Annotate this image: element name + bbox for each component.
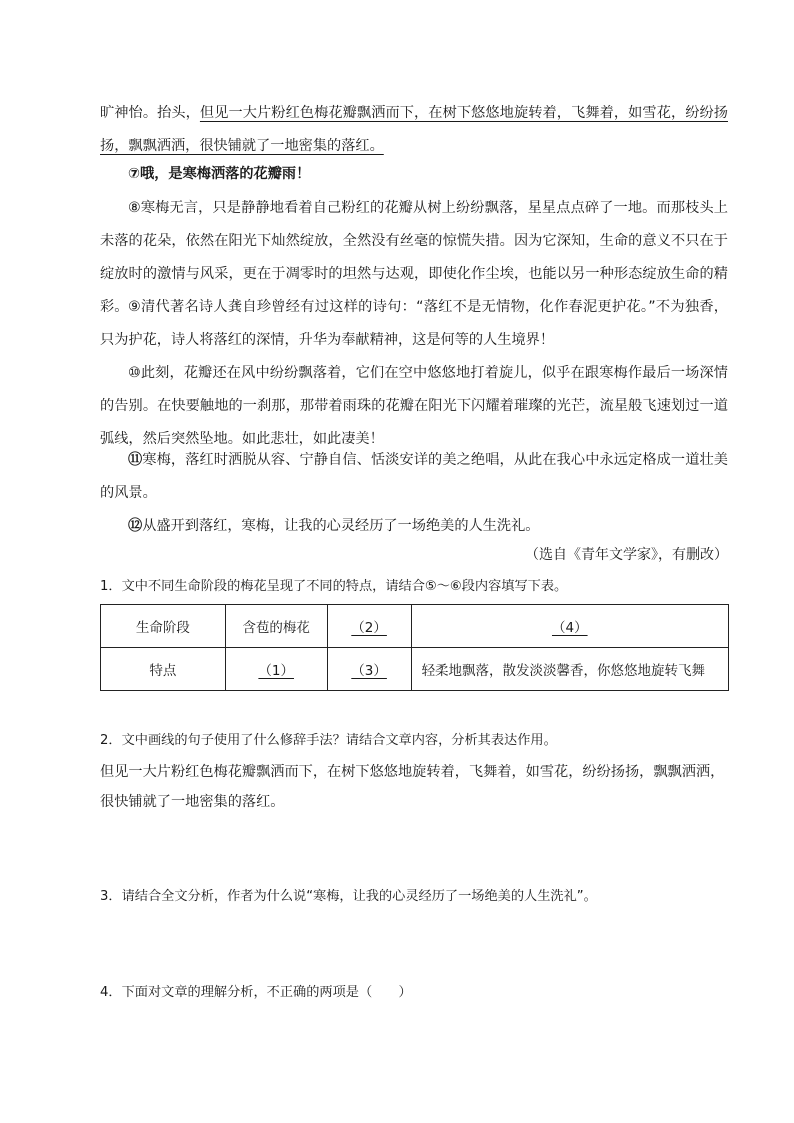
paragraph-6-end xyxy=(100,97,728,163)
table-blank-cell[interactable] xyxy=(411,605,728,648)
life-stage-table xyxy=(100,604,729,691)
table-header-cell: 生命阶段 xyxy=(101,605,226,648)
blank-3: （3） xyxy=(351,663,387,679)
table-blank-cell[interactable] xyxy=(327,648,411,691)
question-3: 3．请结合全文分析，作者为什么说“寒梅，让我的心灵经历了一场绝美的人生洗礼”。 xyxy=(100,889,597,904)
table-header-cell: 特点 xyxy=(101,648,226,691)
blank-4: （4） xyxy=(551,620,588,636)
paragraph-12-number: ⑫ xyxy=(128,518,143,534)
paragraph-12-text: 从盛开到落红，寒梅，让我的心灵经历了一场绝美的人生洗礼。 xyxy=(142,518,540,534)
paragraph-9: ⑨清代著名诗人龚自珍曾经有过这样的诗句：“落红不是无情物，化作春泥更护花。”不为独香，只为护花，诗人将落红的深情，升华为奉献精神，这是何等的人生境界！ xyxy=(100,299,728,348)
paragraph-10: ⑩此刻，花瓣还在风中纷纷飘落着，它们在空中悠悠地打着旋儿，似乎在跟寒梅作最后一场深情的告别。在快要触地的一刹那，那带着雨珠的花瓣在阳光下闪耀着璀璨的光芒，流星般飞速划过一道弧线，然后突然坠地。如此悲壮，如此凄美！ xyxy=(100,365,728,447)
table-cell: 轻柔地飘落，散发淡淡馨香，你悠悠地旋转飞舞 xyxy=(411,648,728,691)
question-2: 2．文中画线的句子使用了什么修辞手法？请结合文章内容，分析其表达作用。 xyxy=(100,733,557,748)
question-2-quote: 但见一大片粉红色梅花瓣飘洒而下，在树下悠悠地旋转着，飞舞着，如雪花，纷纷扬扬，飘飘洒洒，很快铺就了一地密集的落红。 xyxy=(100,764,725,810)
paragraph-12 xyxy=(100,510,728,543)
table-blank-cell[interactable] xyxy=(225,648,327,691)
paragraph-7: ⑦哦，是寒梅洒落的花瓣雨！ xyxy=(128,166,311,182)
paragraph-6-start-text: 旷神怡。抬头， xyxy=(100,105,200,121)
underlined-sentence: 但见一大片粉红色梅花瓣飘洒而下，在树下悠悠地旋转着，飞舞着，如雪花，纷纷扬扬，飘飘洒洒，很快铺就了一地密集的落红。 xyxy=(100,105,728,154)
table-header-cell: 含苞的梅花 xyxy=(225,605,327,648)
question-4: 4．下面对文章的理解分析，不正确的两项是（ ） xyxy=(100,985,412,1000)
table-row xyxy=(101,648,729,691)
blank-1: （1） xyxy=(258,663,294,679)
paragraph-8: ⑧寒梅无言，只是静静地看着自己粉红的花瓣从树上纷纷飘落，星星点点碎了一地。而那枝头上未落的花朵，依然在阳光下灿然绽放，全然没有丝毫的惊慌失措。因为它深知，生命的意义不只在于绽放时的激情与风采，更在于凋零时的坦然与达观，即使化作尘埃，也能以另一种形态绽放生命的精彩。 xyxy=(100,200,728,315)
paragraph-11-text: 寒梅，落红时洒脱从容、宁静自信、恬淡安详的美之绝唱，从此在我心中永远定格成一道壮美的风景。 xyxy=(100,452,728,501)
table-row xyxy=(101,605,729,648)
blank-2: （2） xyxy=(351,620,387,636)
paragraph-11-number: ⑪ xyxy=(128,452,143,468)
paragraph-11 xyxy=(100,444,728,510)
table-blank-cell[interactable] xyxy=(327,605,411,648)
question-1: 1．文中不同生命阶段的梅花呈现了不同的特点，请结合⑤～⑥段内容填写下表。 xyxy=(100,579,568,594)
source-citation: （选自《青年文学家》，有删改） xyxy=(525,547,728,563)
